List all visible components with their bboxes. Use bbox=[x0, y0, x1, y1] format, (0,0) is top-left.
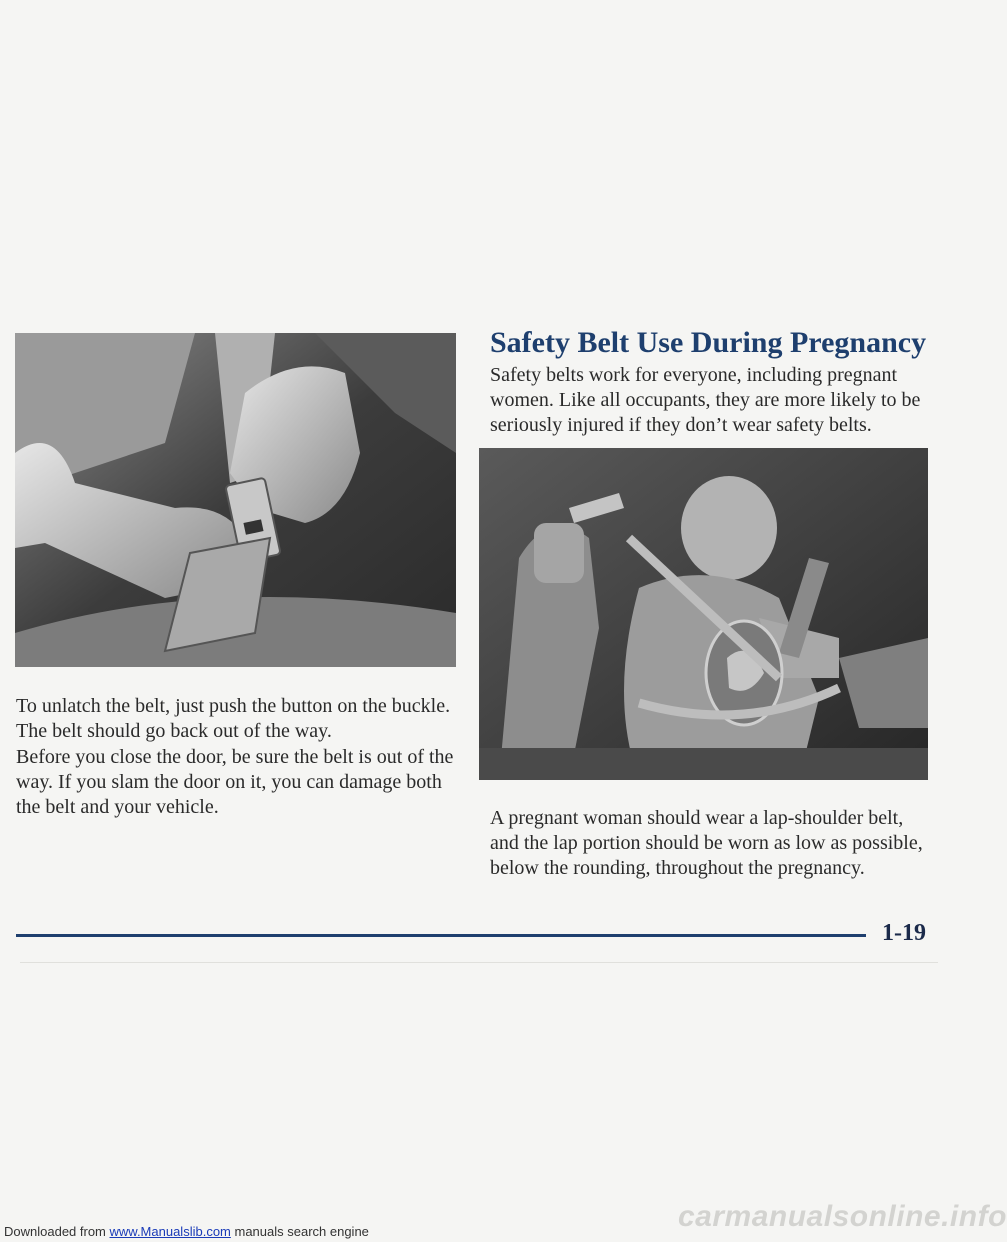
footer-prefix: Downloaded from bbox=[4, 1224, 110, 1239]
section-heading: Safety Belt Use During Pregnancy bbox=[490, 326, 927, 359]
download-footer bbox=[4, 1224, 369, 1239]
faint-rule bbox=[20, 962, 938, 963]
unlatch-instructions: To unlatch the belt, just push the button on the buckle. The belt should go back out of the way. bbox=[16, 695, 451, 742]
page-number: 1-19 bbox=[882, 920, 926, 946]
manualslib-link[interactable]: www.Manualslib.com bbox=[109, 1224, 231, 1239]
footer-rule bbox=[16, 934, 866, 937]
watermark: carmanualsonline.info bbox=[678, 1200, 1007, 1233]
buckle-illustration bbox=[15, 333, 456, 667]
pregnancy-illustration bbox=[479, 448, 928, 780]
footer-suffix: manuals search engine bbox=[230, 1224, 369, 1239]
pregnancy-instructions: A pregnant woman should wear a lap-shoulder belt, and the lap portion should be worn as low as possible, below the rounding, throughout the pregnancy. bbox=[490, 807, 923, 879]
pregnancy-intro: Safety belts work for everyone, including pregnant women. Like all occupants, they are more likely to be seriously injured if they don’t wear safety belts. bbox=[490, 364, 921, 436]
door-warning: Before you close the door, be sure the belt is out of the way. If you slam the door on it, you can damage both the belt and your vehicle. bbox=[16, 746, 454, 818]
